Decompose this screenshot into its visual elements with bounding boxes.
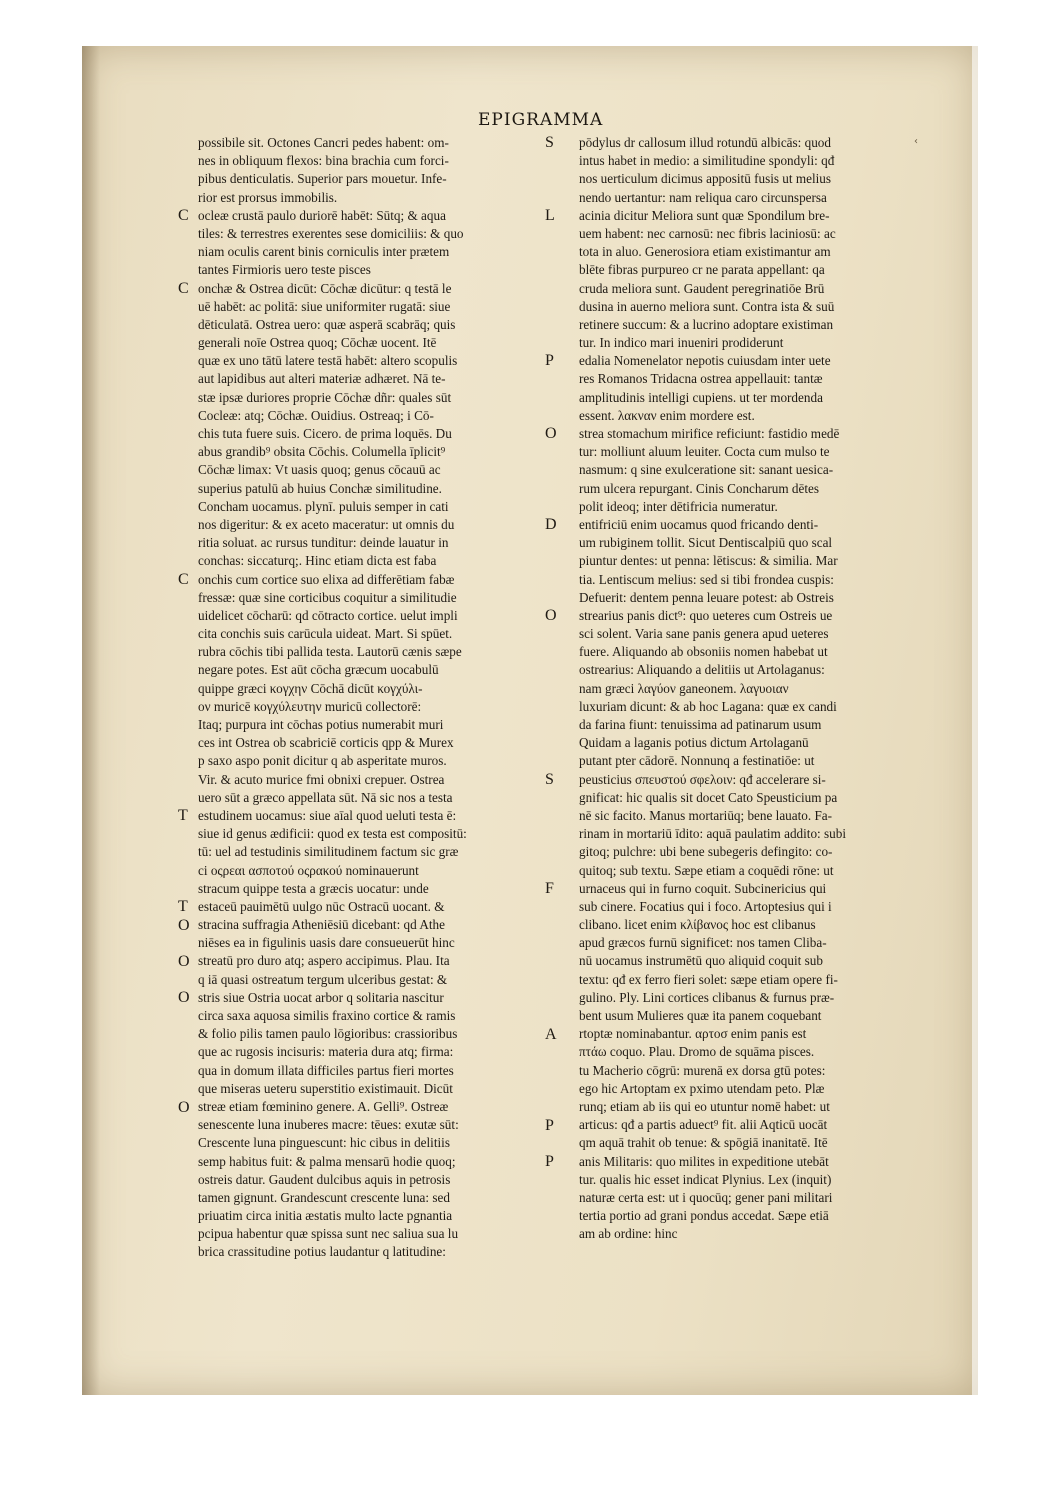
right-column-line: articus: qđ a partis aduect⁹ fit. alii Aqticū uocāt: [579, 1117, 828, 1133]
right-column-line: res Romanos Tridacna ostrea appellauit: tantæ: [579, 371, 823, 387]
left-column-line: siue id genus ædificii: quod ex testa est compositū:: [198, 826, 467, 842]
left-column-line: pcipua habentur quæ spissa sunt nec saliua sua lu: [198, 1226, 459, 1242]
left-column-line: chis tuta fuere suis. Cicero. de prima loquēs. Du: [198, 426, 452, 441]
left-column-initial-letter: T: [178, 807, 188, 825]
right-column-line: acinia dicitur Meliora sunt quæ Spondilum bre-: [579, 207, 830, 223]
left-column-line: Concham uocamus. plynī. puluis semper in cati: [198, 498, 449, 514]
right-column-line: clibano. licet enim κλίβανος hoc est clibanus: [579, 917, 816, 933]
left-column-line: estudinem uocamus: siue aīal quod ueluti testa ē:: [198, 807, 457, 823]
right-column-line: amplitudinis intelligi cupiens. ut ter mordenda: [579, 389, 823, 405]
right-column-line: intus habet in medio: a similitudine spondyli: qđ: [579, 153, 835, 169]
left-column-line: pibus denticulatis. Superior pars mouetur. Infe-: [198, 171, 447, 187]
right-column-line: putant pter cādorē. Nonnunq a festinatiōe: ut: [579, 753, 815, 769]
right-column-line: dusina in auerno meliora sunt. Contra ista & suū: [579, 298, 835, 314]
left-column-line: aut lapidibus aut alteri materiæ adhæret. Nā te-: [198, 371, 446, 387]
left-column-line: onchæ & Ostrea dicūt: Cōchæ dicūtur: q testā le: [198, 280, 452, 296]
left-column-line: p saxo aspo ponit dicitur q ab asperitate muros.: [198, 753, 447, 769]
left-column-line: quippe græci κογχην Cōchā dicūt κογχύλι-: [198, 680, 423, 696]
left-column-line: senescente luna inuberes macre: tēues: exutæ sūt:: [198, 1117, 459, 1133]
left-column-line: onchis cum cortice suo elixa ad differētiam fabæ: [198, 571, 455, 587]
right-column-line: Defuerit: dentem penna leuare potest: ab Ostreis: [579, 589, 834, 605]
left-column-line: stæ ipsæ duriores proprie Cōchæ dñr: quales sūt: [198, 389, 452, 405]
right-column-line: Quidam a laganis potius dictum Artolaganū: [579, 735, 809, 751]
right-column-line: runq; etiam ab iis qui eo utuntur nomē habet: ut: [579, 1098, 830, 1114]
left-column-line: tamen gignunt. Grandescunt crescente luna: sed: [198, 1189, 450, 1205]
right-column-line: piuntur dentes: ut penna: lētiscus: & similia. Mar: [579, 553, 838, 569]
left-column-line: tantes Firmioris uero teste pisces: [198, 262, 371, 278]
left-column-line: stris siue Ostria uocat arbor q solitaria nascitur: [198, 989, 444, 1005]
right-column-initial-letter: S: [545, 134, 554, 151]
right-column-line: polit ideoq; inter dētifricia numeratur.: [579, 498, 778, 514]
left-column-initial-letter: C: [178, 279, 189, 297]
left-column-line: semp habitus fuit: & palma mensarū hodie quoq;: [198, 1153, 456, 1169]
right-column-line: sci solent. Varia sane panis genera apud ueteres: [579, 626, 829, 642]
right-column-line: tur. qualis hic esset indicat Plynius. Lex (inquit): [579, 1171, 832, 1187]
left-column-line: streæ etiam fœminino genere. A. Gelli⁹. Ostreæ: [198, 1098, 449, 1114]
right-column-line: fuere. Aliquando ab obsoniis nomen habebat ut: [579, 644, 828, 660]
left-column-line: cita conchis suis carūcula uideat. Mart. Si spūet.: [198, 626, 453, 642]
right-column-line: rum ulcera repurgant. Cinis Concharum dētes: [579, 480, 819, 496]
left-column-line: fressæ: quæ sine corticibus coquitur a similitudie: [198, 589, 457, 605]
right-column-initial-letter: D: [545, 516, 557, 534]
left-column-line: brica crassitudine potius laudantur q latitudine:: [198, 1244, 446, 1260]
left-column-line: rior est prorsus immobilis.: [198, 189, 338, 205]
left-column-line: Vir. & acuto murice fmi obnixi crepuer. Ostrea: [198, 771, 445, 787]
margin-mark: ‹: [914, 136, 918, 147]
left-column-line: stracum quippe testa a græcis uocatur: unde: [198, 880, 429, 896]
right-column-line: rtoptæ nominabantur. αρτοσ enim panis est: [579, 1026, 807, 1042]
right-column-line: qm aquā trahit ob tenue: & spōgiā inanitatē. Itē: [579, 1135, 828, 1151]
running-head: EPIGRAMMA: [478, 110, 604, 130]
left-column-line: que miseras ueteru superstitio existimauit. Dicūt: [198, 1080, 453, 1096]
right-column-line: essent. λακναν enim mordere est.: [579, 407, 755, 423]
right-column-line: um rubiginem tollit. Sicut Dentiscalpiū quo scal: [579, 535, 833, 551]
left-column-line: uidelicet cōcharū: qd cōtracto cortice. uelut impli: [198, 607, 458, 623]
right-column-line: nendo uertantur: nam reliqua caro circunspersa: [579, 189, 827, 205]
left-column-line: ostreis datur. Gaudent dulcibus aquis in petrosis: [198, 1171, 451, 1187]
right-column-line: naturæ certa est: ut i quocūq; gener pani militari: [579, 1189, 833, 1205]
right-column-line: nos uerticulum dicimus appositū fusis ut melius: [579, 171, 832, 187]
right-column-line: bent usum Mulieres quæ ita panem coquebant: [579, 1008, 822, 1023]
left-column-initial-letter: O: [178, 953, 190, 970]
right-column-initial-letter: P: [545, 352, 554, 370]
right-column-line: gnificat: hic qualis sit docet Cato Speusticium pa: [579, 789, 838, 805]
right-column-line: tur. In indico mari inueniri prodiderunt: [579, 335, 784, 351]
right-column-line: tota in aluo. Generosiora etiam existimantur am: [579, 244, 831, 260]
right-column-line: rinam in mortariū īdito: aquā paulatim addito: subi: [579, 826, 846, 842]
left-column-line: priuatim circa initia æstatis multo lacte pgnantia: [198, 1208, 453, 1224]
right-column-line: nū uocamus instrumētū quo aliquid coquit sub: [579, 953, 823, 969]
right-column-initial-letter: P: [545, 1116, 554, 1134]
left-column-line: q iā quasi ostreatum tergum ulceribus gestat: &: [198, 971, 448, 987]
left-column-line: ον muricē κογχύλευτην muricū collectorē:: [198, 698, 422, 714]
right-column-initial-letter: O: [545, 607, 557, 625]
left-column-line: ci οςρεαι ασποτού οςρακού nominauerunt: [198, 862, 419, 878]
left-column-line: abus grandib⁹ obsita Cōchis. Columella īplicit⁹: [198, 444, 446, 460]
right-column-initial-letter: O: [545, 425, 557, 443]
left-column-line: Cocleæ: atq; Cōchæ. Ouidius. Ostreaq; i Cō-: [198, 407, 434, 423]
right-column-line: anis Militaris: quo milites in expeditione utebāt: [579, 1153, 829, 1169]
left-column-line: possibile sit. Octones Cancri pedes habent: om-: [198, 135, 449, 150]
right-column-initial-letter: A: [545, 1025, 557, 1043]
left-column-line: nos digeritur: & ex aceto maceratur: ut omnis du: [198, 516, 455, 532]
right-column-line: peusticius σπευστού σφελοιν: qđ accelerare si-: [579, 771, 826, 787]
right-column-line: am ab ordine: hinc: [579, 1226, 678, 1242]
left-column-line: tū: uel ad testudinis similitudinem factum sic græ: [198, 844, 459, 860]
left-column-line: tiles: & terrestres exerentes sese domiciliis: & quo: [198, 225, 464, 241]
left-column-initial-letter: T: [178, 898, 188, 916]
right-column-line: edalia Nomenelator nepotis cuiusdam inter uete: [579, 353, 831, 369]
left-column-line: ritia soluat. ac rursus tunditur: deinde lauatur in: [198, 535, 449, 551]
right-column-line: blēte fibras purpureo cr ne parata appellant: qa: [579, 262, 825, 278]
left-column-line: quæ ex uno tātū latere testā habēt: altero scopulis: [198, 353, 458, 369]
right-column-initial-letter: S: [545, 771, 554, 788]
right-column-line: nasmum: q sine exulceratione sit: sanant uesica-: [579, 462, 834, 478]
right-column-line: uem habent: nec carnosū: nec fibris laciniosū: ac: [579, 225, 836, 241]
left-column-initial-letter: C: [178, 570, 189, 588]
left-column-line: ocleæ crustā paulo duriorē habēt: Sūtq; & aqua: [198, 207, 446, 223]
right-column-line: ego hic Artoptam ex pximo utendam peto. Plæ: [579, 1080, 825, 1096]
right-column-line: tur: molliunt aluum leuiter. Cocta cum mulso te: [579, 444, 830, 460]
right-column-line: entifriciū enim uocamus quod fricando denti-: [579, 516, 819, 532]
right-column-line: sub cinere. Focatius qui i foco. Artoptesius qui i: [579, 898, 832, 914]
left-column-line: dēticulatā. Ostrea uero: quæ asperā scabrāq; quis: [198, 316, 456, 332]
right-column-initial-letter: F: [545, 880, 554, 898]
left-column-line: uē habēt: ac politā: siue uniformiter rugatā: siue: [198, 298, 451, 314]
right-column-line: gitoq; pulchre: ubi bene subegeris defingito: co-: [579, 844, 833, 860]
left-column-line: circa saxa aquosa similis fraxino cortice & ramis: [198, 1008, 456, 1023]
left-column-line: Cōchæ limax: Vt uasis quoq; genus cōcauū ac: [198, 462, 441, 478]
left-column-line: que ac rugosis incisuris: materia dura atq; firma:: [198, 1044, 454, 1060]
left-column-initial-letter: C: [178, 206, 189, 224]
right-column-initial-letter: P: [545, 1153, 554, 1171]
left-column-line: generali noīe Ostrea quoq; Cōchæ uocent. Itē: [198, 335, 437, 351]
right-column-line: da farina fiunt: tenuissima ad patinarum usum: [579, 717, 822, 732]
right-column-line: tia. Lentiscum melius: sed si tibi frondea cuspis:: [579, 571, 834, 587]
right-column-line: nē sic facito. Manus mortariūq; bene lauato. Fa-: [579, 807, 833, 823]
left-column-line: estaceū pauimētū uulgo nūc Ostracū uocant. &: [198, 898, 445, 914]
left-column-line: Itaq; purpura int cōchas potius numerabit muri: [198, 717, 444, 732]
left-column-line: superius patulū ab huius Conchæ similitudine.: [198, 480, 442, 496]
left-column-line: Crescente luna pinguescunt: hic cibus in delitiis: [198, 1135, 450, 1151]
left-column-line: qua in domum illata difficiles partus fieri mortes: [198, 1062, 454, 1078]
left-column-line: uero sūt a græco appellata sūt. Nā sic nos a testa: [198, 789, 453, 805]
right-column-line: retinere succum: & a lucrino adoptare existiman: [579, 316, 834, 332]
left-column-line: niam oculis carent binis corniculis inter prætem: [198, 244, 450, 260]
right-column-line: strea stomachum mirifice reficiunt: fastidio medē: [579, 426, 840, 441]
right-column-initial-letter: L: [545, 206, 555, 224]
right-column-line: ostrearius: Aliquando a delitiis ut Artolaganus:: [579, 662, 825, 678]
left-column-line: conchas: siccaturq;. Hinc etiam dicta est faba: [198, 553, 437, 569]
right-column-line: cruda meliora sunt. Gaudent peregrinatiōe Brū: [579, 280, 825, 296]
left-column-line: streatū pro duro atq; aspero accipimus. Plau. Ita: [198, 953, 450, 969]
left-column-initial-letter: O: [178, 989, 190, 1007]
right-column-line: quitoq; sub textu. Sæpe etiam a coquēdi rōne: ut: [579, 862, 834, 878]
left-column-line: nes in obliquum flexos: bina brachia cum forci-: [198, 153, 449, 169]
left-column-line: negare potes. Est aūt cōcha græcum uocabulū: [198, 662, 439, 678]
right-column-line: strearius panis dict⁹: quo ueteres cum Ostreis ue: [579, 607, 833, 623]
right-column-line: urnaceus qui in furno coquit. Subcinericius qui: [579, 880, 827, 896]
left-column-line: & folio pilis tamen paulo lōgioribus: crassioribus: [198, 1026, 458, 1042]
right-column-line: textu: qđ ex ferro fieri solet: sæpe etiam opere fi-: [579, 971, 838, 987]
left-text-column: [178, 134, 546, 1262]
left-column-line: rubra cōchis tibi pallida testa. Lautorū cænis sæpe: [198, 644, 462, 660]
right-column-line: tu Macherio cōgrū: murenā ex dorsa gtū potes:: [579, 1062, 826, 1078]
left-column-line: niēses ea in figulinis uasis dare consueuerūt hinc: [198, 935, 455, 951]
right-column-line: tertia portio ad grani pondus accedat. Sæpe etiā: [579, 1208, 829, 1224]
right-column-line: gulino. Ply. Lini cortices clibanus & furnus præ-: [579, 989, 835, 1005]
right-column-line: apud græcos furnū significet: nos tamen Cliba-: [579, 935, 827, 951]
left-column-line: stracina suffragia Atheniēsiū dicebant: qd Athe: [198, 917, 445, 933]
left-column-line: ces int Ostrea ob scabriciē corticis qpp & Murex: [198, 735, 454, 751]
right-column-line: luxuriam dicunt: & ab hoc Lagana: quæ ex candi: [579, 698, 837, 714]
right-column-line: pōdylus dr callosum illud rotundū albicās: quod: [579, 135, 831, 150]
left-column-initial-letter: O: [178, 916, 190, 934]
right-text-column: [545, 134, 924, 1243]
right-column-line: πτάω coquo. Plau. Dromo de squāma pisces.: [579, 1044, 815, 1060]
left-column-initial-letter: O: [178, 1098, 190, 1116]
right-column-line: nam græci λαγύον ganeonem. λαγυοιαν: [579, 680, 789, 696]
